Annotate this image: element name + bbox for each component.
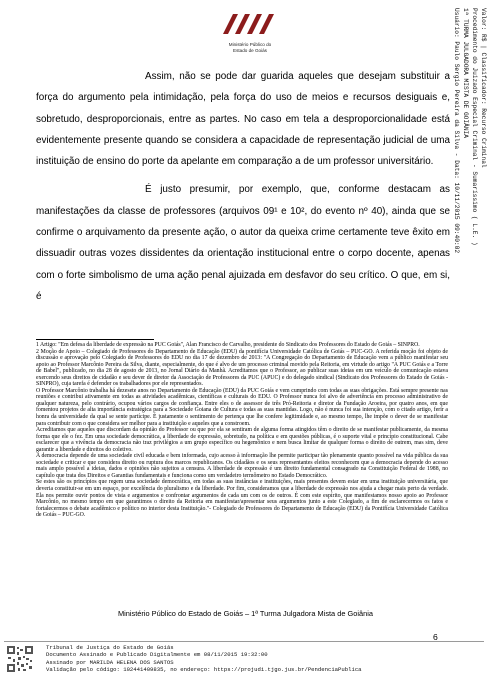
side-stamp-line-2: Procedimento do Juizado Especial Criminal - Sumaríssimo ( L.E. )	[471, 8, 478, 246]
footnote-2-paragraph-5: Se estes são os princípios que regem uma sociedade democrática, em todas as suas instâncias e instituições, mais presentes devem estar em uma instituição universitária, que deveria constituir-se em um espaço, por excelência do pluralismo e da liberdade. Por fim, consideramos que a liberdade de expressão nos ajuda a chegar mais perto da verdade. Ela nos permite ouvir pontos de vista e argumentos e confrontar argumentos de cada um com os de outros. É com este espírito, que manifestamos nosso apoio ao Professor Marcônio, no mesmo tempo em que garantimos o direito da Reitoria em manifestar/apresentar seus argumentos junto a este Colegiado, a fim de esclarecermos os fatos e fortalecermos o debate acadêmico e político no interior desta Instituição."- Colegiado de Professores do Departamento de Educação (EDU) da Pontifícia Universidade Católica de Goiás – PUC-GO.	[36, 479, 448, 519]
footnote-separator	[36, 339, 154, 340]
footnote-2-paragraph-3: Acreditamos que aqueles que discordam da opinião do Professor ou que por ela se sentiram de alguma forma atingidos têm o direito de se manifestar publicamente, da mesma forma que ele o fez. Em uma sociedade democrática, a liberdade de expressão, sobretudo, na política e em questões públicas, é o suporte vital e princípio constitucional. Cabe esclarecer que a vivência da democracia não traz privilégios a um grupo específico ou hegemônico e nem busca limitar de qualquer forma o direito de outrem, mas sim, deve garantir a liberdade e direitos do coletivo.	[36, 427, 448, 453]
paragraph-1: Assim, não se pode dar guarida aqueles que desejam substituir a força do argumento pela intimidação, pela força do uso de meios e recursos desiguais e, sobretudo, desproporcionais, entre as partes. No caso em tela a desproporcionalidade está evidentemente presente quando se considera a capacidade de representação judicial de uma instituição de ensino do porte da apelante em comparação a de um professor universitário.	[36, 71, 450, 168]
side-stamp-line-3: 1ª TURMA JULGADORA MISTA DE GOIÂNIA	[462, 8, 469, 138]
footnote-2-paragraph-4: A democracia depende de uma sociedade civil educada e bem informada, cujo acesso à informação lhe permite participar tão plenamente quanto possível na vida pública da sua sociedade e criticar e que considera direito ou ruptura dos marcos republicanos. Os cidadãos e os seus representantes eleitos reconhecem que a democracia depende do acesso mais amplo possível a ideias, dados e opiniões não sujeitos a censura. A liberdade de expressão é um direito fundamental consagrado na Constituição Federal de 1988, no capítulo que trata dos Direitos e Garantias fundamentais e funciona como um verdadeiro termômetro no Estado Democrático.	[36, 453, 448, 479]
mp-go-logo	[205, 12, 295, 74]
footnote-2-paragraph-2: O Professor Marcônio trabalha há dezesete anos no Departamento de Educação (EDU) da PUC Goiás e vem cumprindo com todas as suas obrigações. Está sempre presente nas reuniões e contribui ativamente em todas as atividades acadêmicas, científicas e culturais do EDU. O Professor nunca foi alvo de advertência em processo administrativo de qualquer natureza, pelo contrário, ocupou vários cargos de confiança. Entre eles o de assessor de três Pró-Reitoria e diretor da Fundação Aroeira, por quatro anos, em que fomentou projetos de alta importância estratégica para a Sociedade Goiana de Cultura e todas as suas mantidas. Logo, não é nunca foi sua intenção, com o citado artigo, ferir a honra da universidade da qual se sente partícipe. É justamente o sentimento de pertença que lhe confere legitimidade e, ao mesmo tempo, lhe impõe o dever de se manifestar para contribuir com o que considera ser melhor para a instituição e aqueles que a constroem.	[36, 387, 448, 427]
paragraph-2: É justo presumir, por exemplo, que, conforme destacam as manifestações da classe de professores (arquivos 09¹ e 10², do evento nº 40), ainda que se confirme o arquivamento da presente ação, o autor da queixa crime certamente teve êxito em dissuadir outras vozes dissidentes da orientação institucional entre o corpo docente, apenas com o forte simbolismo de uma ação penal ajuizada em desfavor do seu crítico. O que, em si, é	[36, 184, 450, 302]
stamp-line-signer: Assinado por MARILDA HELENA DOS SANTOS	[46, 658, 174, 666]
logo-line-1: Ministério Público do	[228, 42, 272, 47]
side-stamp-line-4: Usuário: Paulo Sergio Pereira da Silva - Data: 10/11/2015 09:40:02	[453, 8, 460, 254]
footnote-1: 1 Artigo: "Em defesa da liberdade de expressão na PUC Goiás", Alan Francisco de Carvalho, presidente do Sindicato dos Professores do Estado de Goiás – SINPRO.	[36, 342, 420, 348]
logo-line-2: Estado de Goiás	[233, 47, 267, 53]
main-text	[36, 66, 450, 307]
qr-code-icon	[6, 645, 34, 673]
mp-logo-icon	[221, 12, 281, 36]
side-stamp-line-1: Valor: R$ | Classificador: Recurso Criminal	[480, 8, 487, 168]
stamp-text	[46, 644, 362, 673]
stamp-line-validation: Validação pelo código: 102441409835, no endereço: https://projudi.tjgo.jus.br/PendenciaPublica	[46, 665, 362, 673]
page-number: 6	[433, 632, 438, 642]
stamp-line-published: Documento Assinado e Publicado Digitalmente em 08/11/2015 19:32:00	[46, 651, 268, 659]
page-footer: Ministério Público do Estado de Goiás – 1ª Turma Julgadora Mista de Goiânia	[118, 609, 373, 618]
footnotes	[36, 342, 448, 519]
logo-text	[205, 42, 295, 53]
footnote-2: 2 Moção de Apoio – Colegiado de Professores do Departamento de Educação (EDU) da pontifícia Universidade Católica de Goiás – PUC-GO. A referida moção foi objeto de discussão e aprovação pelo Colegiado de Professores do EDU no dia 17 de dezembro de 2013: "A Congregação do Departamento de Educação vem a público manifestar seu apoio ao Professor Marcônio Pereira da Silva, diante, especialmente, do que é alvo de um processo criminal movido pela Reitoria, em virtude do artigo "A PUC Goiás e a Torre de Babel", publicado, no dia 28 de agosto de 2013, no Jornal Diário da Manhã. Acreditamos que o Professor, ao publicar suas ideias em um veículo de comunicação estava exercendo seus direitos de cidadão e seu dever de diretor da Associação de Professores da PUC (APUC) e do delegado sindical (Sindicato dos Professores do Estado de Goiás - SINPRO), cuja tarefa é defender os trabalhadores por ele representados.	[36, 348, 448, 388]
stamp-line-court: Tribunal de Justiça do Estado de Goiás	[46, 644, 174, 651]
signature-stamp	[4, 641, 484, 676]
